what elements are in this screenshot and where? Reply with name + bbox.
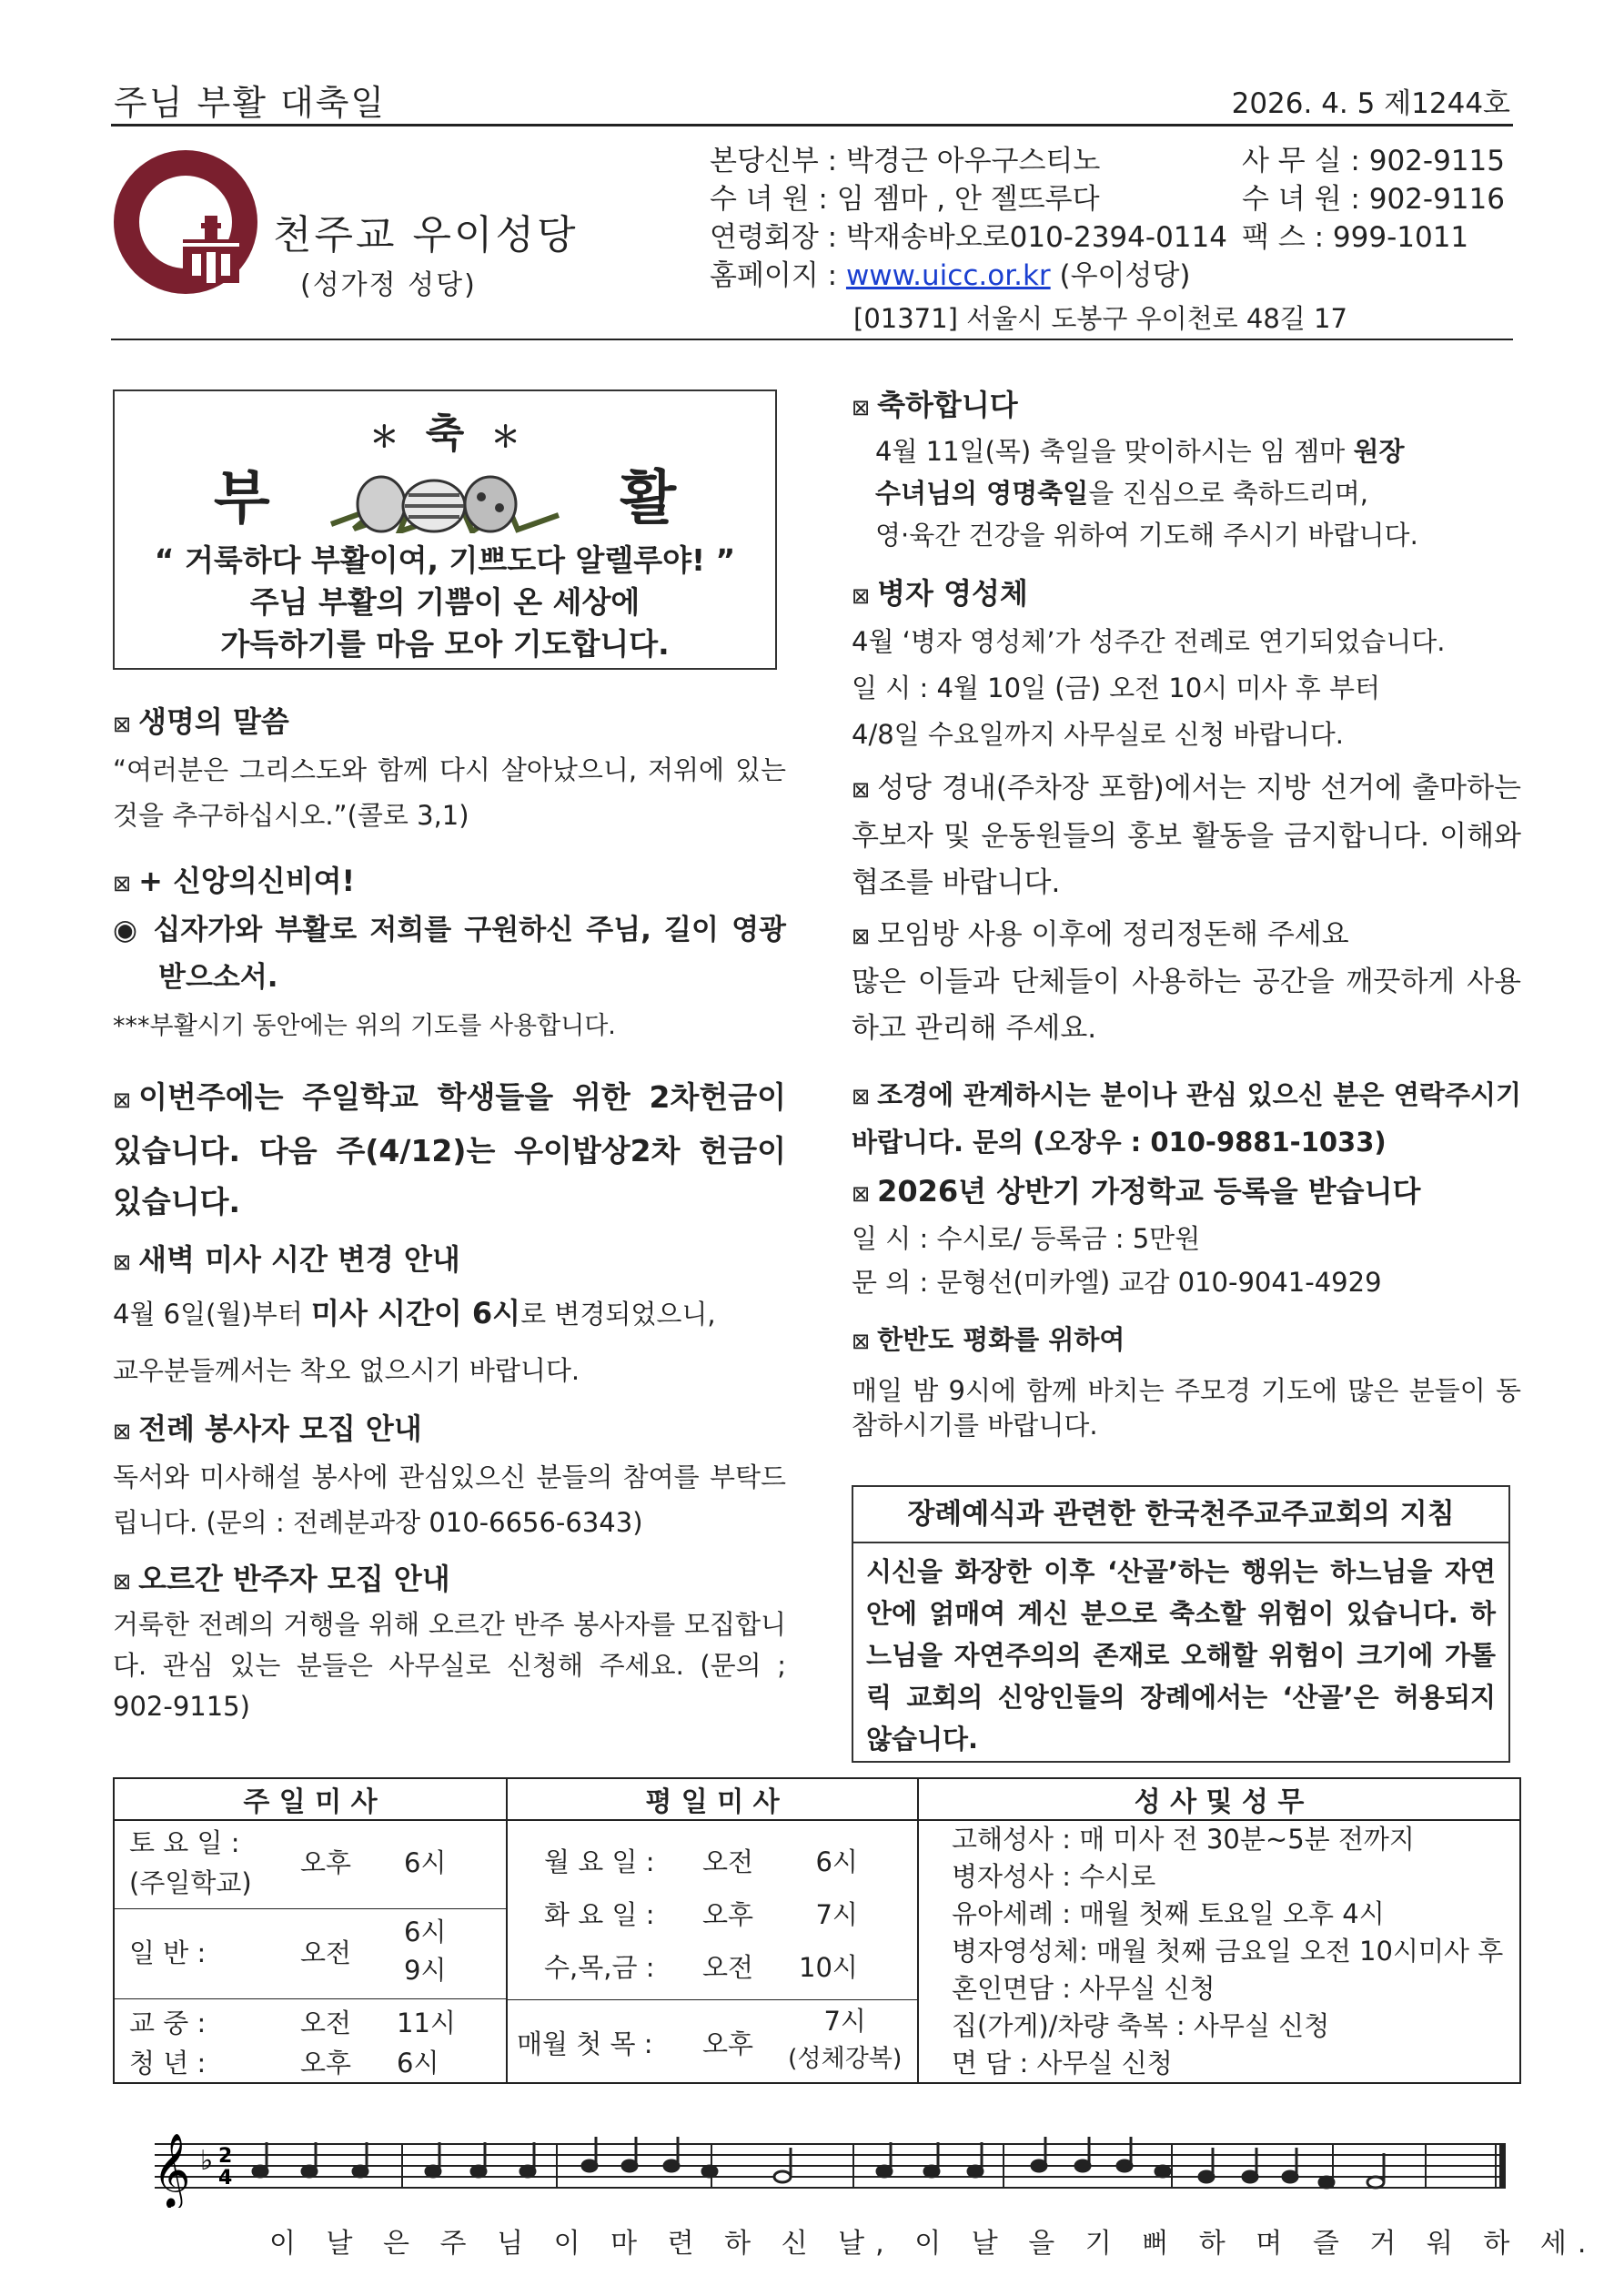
buhwal-title: 부 활	[213, 465, 677, 532]
info-left: 본당신부 : 박경근 아우구스티노 수 녀 원 : 임 젬마 , 안 젤뜨루다 연령회장 : 박재송바오로010-2394-0114 홈페이지 : www.uicc.or.kr (우이성당)	[710, 145, 1227, 292]
cross-box-icon: ⊠	[852, 1181, 871, 1207]
section-mystery-of-faith: ⊠ + 신앙의신비여!	[113, 864, 356, 898]
cross-box-icon: ⊠	[113, 871, 132, 896]
divider	[111, 339, 1513, 340]
weekday-mass-list: 월 요 일 : 화 요 일 : 수,목,금 : 오전 오후 오전 6시 7시 10시 매월 첫 목 : 오후 7시 (성체강복)	[507, 1820, 918, 2083]
cross-box-icon: ⊠	[852, 924, 871, 949]
svg-text:4: 4	[218, 2167, 233, 2190]
homepage-link[interactable]: www.uicc.or.kr	[845, 259, 1051, 292]
church-seal-logo	[114, 150, 257, 294]
section-sick-communion: ⊠ 병자 영성체	[852, 576, 1028, 611]
easter-greeting-box: ＊ 축 ＊ 부 활 “ 거룩하다 부활이여, 기쁘도다 알렐루야! ” 주님 부활의 기쁨이 온 세상에 가득하기를 마음 모아 기도합니다.	[113, 389, 777, 670]
landscape-notice: ⊠ 조경에 관계하시는 분이나 관심 있으신 분은 연락주시기 바랍니다. 문의 (오장우 : 010-9881-1033)	[852, 1079, 1521, 1158]
section-congratulations: ⊠ 축하합니다	[852, 388, 1018, 422]
circle-dot-icon: ◉	[113, 914, 141, 946]
cross-box-icon: ⊠	[852, 1329, 871, 1354]
cross-box-icon: ⊠	[113, 1087, 132, 1113]
cross-box-icon: ⊠	[852, 583, 871, 609]
family-school-text: 일 시 : 수시로/ 등록금 : 5만원 문 의 : 문형선(미카엘) 교감 010-9041-4929	[852, 1223, 1382, 1298]
congrats-text: 4월 11일(목) 축일을 맞이하시는 임 젬마 원장 수녀님의 영명축일을 진심으로 축하드리며, 영·육간 건강을 위하여 기도해 주시기 바랍니다.	[875, 436, 1418, 551]
cross-box-icon: ⊠	[113, 1249, 132, 1275]
section-dawn-mass: ⊠ 새벽 미사 시간 변경 안내	[113, 1242, 460, 1277]
sunday-mass-list: 토 요 일 : (주일학교) 오후 6시 일 반 : 오전 6시 9시 교 중 : 청 년 : 오전 오후 11시 6시	[114, 1820, 507, 2083]
church-subtitle: (성가정 성당)	[300, 269, 477, 301]
church-icon	[177, 212, 245, 285]
faith-prayer: ◉ 십자가와 부활로 저희를 구원하신 주님, 길이 영광 받으소서.	[113, 914, 786, 994]
sunday-mass-header: 주 일 미 사	[114, 1778, 507, 1820]
mass-schedule-table	[113, 1777, 1521, 2084]
cross-box-icon: ⊠	[113, 712, 132, 737]
chuk-title: ＊ 축 ＊	[369, 410, 520, 457]
divider	[111, 124, 1513, 126]
election-notice: ⊠ 성당 경내(주차장 포함)에서는 지방 선거에 출마하는 후보자 및 운동원들의 홍보 활동을 금지합니다. 이해와 협조를 바랍니다.	[852, 772, 1521, 899]
info-right: 사 무 실 : 902-9115 수 녀 원 : 902-9116 팩 스 : 999-1011	[1242, 145, 1505, 254]
song-lyrics: 이 날 은 주 님 이 마 련 하 신 날, 이 날 을 기 뻐 하 며 즐 거 워 하 세.	[269, 2228, 1598, 2260]
time-signature: 2	[218, 2145, 233, 2168]
treble-clef-icon: 𝄞	[153, 2132, 191, 2207]
church-name: 천주교 우이성당	[273, 212, 579, 258]
sacraments-header: 성 사 및 성 무	[918, 1778, 1520, 1820]
funeral-guideline-box: 장례예식과 관련한 한국천주교주교회의 지침 시신을 화장한 이후 ‘산골’하는 행위는 하느님을 자연 안에 얽매여 계신 분으로 축소할 위험이 있습니다. 하느님을 자연주의의 존재로 오해할 위험이 크기에 가톨릭 교회의 신앙인들의 장례에서는 ‘산골’은 허용되지 않습니다.	[852, 1485, 1510, 1763]
cross-box-icon: ⊠	[113, 1569, 132, 1594]
music-staff	[146, 2126, 1510, 2208]
cross-box-icon: ⊠	[852, 777, 871, 803]
easter-eggs-icon	[327, 470, 563, 533]
issue-date: 2026. 4. 5 제1244호	[1231, 87, 1510, 120]
cross-box-icon: ⊠	[852, 1084, 871, 1109]
section-meeting-room: ⊠ 모임방 사용 이후에 정리정돈해 주세요	[852, 918, 1349, 951]
bulletin-title: 주님 부활 대축일	[114, 83, 387, 123]
section-peace: ⊠ 한반도 평화를 위하여	[852, 1324, 1125, 1355]
weekday-mass-header: 평 일 미 사	[507, 1778, 918, 1820]
section-family-school: ⊠ 2026년 상반기 가정학교 등록을 받습니다	[852, 1174, 1421, 1209]
cross-box-icon: ⊠	[113, 1419, 132, 1444]
cross-box-icon: ⊠	[852, 395, 871, 420]
left-column: ⊠ 생명의 말씀 “여러분은 그리스도와 함께 다시 살아났으니, 저위에 있는 것을 추구하십시오.”(콜로 3,1) ⊠ + 신앙의신비여! ◉ 십자가와 부활로 저희를 구원하신 주님, 길이 영광 받으소서. ***부활시기 동안에는 위의 기도를 사용합니다. ⊠ 이번주에는 주일학교 학생들을 위한 2차헌금이 있습니다. 다음 주(4/12)는 우이밥상2차 헌금이 있습니다. ⊠ 새벽 미사 시간 변경 안내 4월 6일(월)부터 미사 시간이 6시로 변경되었으니, 교우분들께서는 착오 없으시기 바랍니다. ⊠ 전례 봉사자 모집 안내 독서와 미사해설 봉사에 관심있으신 분들의 참여를 부탁드립니다. (문의 : 전례분과장 010-6656-6343) ⊠ 오르간 반주자 모집 안내 거룩한 전례의 거행을 위해 오르간 반주 봉사자를 모집합니다. 관심 있는 분들은 사무실로 신청해 주세요. (문의 ; 902-9115)	[113, 699, 786, 1727]
right-column: ⊠ 축하합니다 4월 11일(목) 축일을 맞이하시는 임 젬마 원장 수녀님의 영명축일을 진심으로 축하드리며, 영·육간 건강을 위하여 기도해 주시기 바랍니다. ⊠ 병자 영성체 4월 ‘병자 영성체’가 성주간 전례로 연기되었습니다. 일 시 : 4월 10일 (금) 오전 10시 미사 후 부터 4/8일 수요일까지 사무실로 신청 바랍니다. ⊠ 성당 경내(주차장 포함)에서는 지방 선거에 출마하는 후보자 및 운동원들의 홍보 활동을 금지합니다. 이해와 협조를 바랍니다. ⊠ 모임방 사용 이후에 정리정돈해 주세요 많은 이들과 단체들이 사용하는 공간을 깨끗하게 사용하고 관리해 주세요. ⊠ 조경에 관계하시는 분이나 관심 있으신 분은 연락주시기 바랍니다. 문의 (오장우 : 010-9881-1033) ⊠ 2026년 상반기 가정학교 등록을 받습니다 일 시 : 수시로/ 등록금 : 5만원 문 의 : 문형선(미카엘) 교감 010-9041-4929 ⊠ 한반도 평화를 위하여 매일 밤 9시에 함께 바치는 주모경 기도에 많은 분들이 동참하시기를 바랍니다.	[852, 382, 1521, 1442]
dawn-mass-text: 4월 6일(월)부터 미사 시간이 6시로 변경되었으니, 교우분들께서는 착오 없으시기 바랍니다.	[113, 1296, 716, 1386]
sacraments-list: 고해성사 : 매 미사 전 30분~5분 전까지 병자성사 : 수시로 유아세례 : 매월 첫째 토요일 오후 4시 병자영성체: 매월 첫째 금요일 오전 10시미사 후 혼인면담 : 사무실 신청 집(가게)/차량 축복 : 사무실 신청 면 담 : 사무실 신청	[918, 1820, 1520, 2083]
section-liturgy-volunteers: ⊠ 전례 봉사자 모집 안내	[113, 1411, 422, 1446]
sick-communion-text: 4월 ‘병자 영성체’가 성주간 전례로 연기되었습니다. 일 시 : 4월 10일 (금) 오전 10시 미사 후 부터 4/8일 수요일까지 사무실로 신청 바랍니다.	[852, 626, 1446, 750]
collection-notice: ⊠ 이번주에는 주일학교 학생들을 위한 2차헌금이 있습니다. 다음 주(4/12)는 우이밥상2차 헌금이 있습니다.	[113, 1079, 786, 1219]
flat-icon: ♭	[200, 2145, 214, 2177]
section-word-of-life: ⊠ 생명의 말씀	[113, 704, 289, 739]
address: [01371] 서울시 도봉구 우이천로 48길 17	[853, 303, 1347, 334]
section-organist: ⊠ 오르간 반주자 모집 안내	[113, 1562, 450, 1596]
